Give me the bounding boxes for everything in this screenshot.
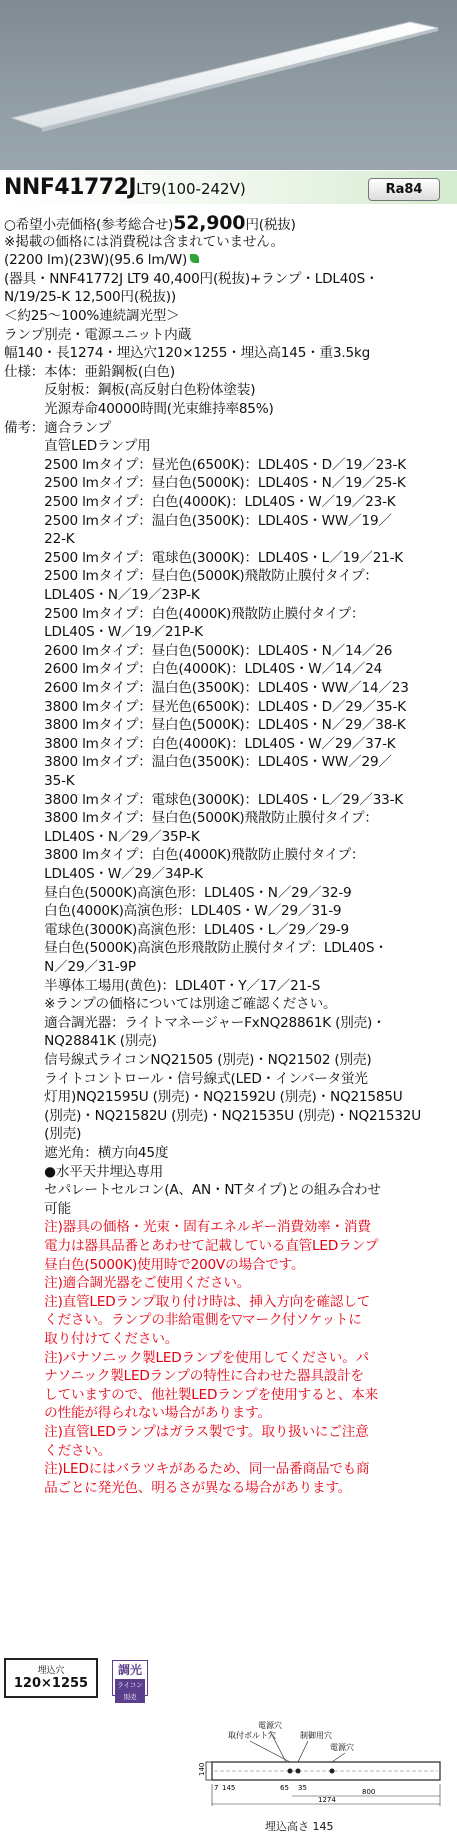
spec-line-text: 可能 (4, 1200, 71, 1217)
spec-line-text: 反射板：鋼板(高反射白色粉体塗装) (4, 382, 256, 399)
spec-line (4, 623, 203, 641)
note-line (4, 1218, 371, 1236)
spec-line-text: LDL40S・W／19／21P-K (4, 624, 203, 641)
spec-line-text: ライトコントロール・信号線式(LED・インバータ蛍光 (4, 1070, 368, 1087)
spec-line-text: 取り付けてください。 (4, 1331, 179, 1347)
spec-line (4, 233, 284, 251)
spec-line-text: 品ごとに発光色、明るさが異なる場合があります。 (4, 1479, 352, 1496)
dim-7: 7 (214, 1784, 219, 1792)
spec-line-text: 昼白色(5000K)高演色形飛散防止膜付タイプ：LDL40S・ (4, 940, 388, 957)
spec-line (4, 288, 176, 306)
model-code: NNF41772J (4, 175, 137, 200)
spec-line-text: 注)パナソニック製LEDランプを使用してください。パ (4, 1349, 370, 1366)
note-line (4, 1367, 364, 1385)
dim-800: 800 (362, 1788, 376, 1796)
spec-line (4, 1032, 157, 1050)
spec-line (4, 977, 320, 995)
power-hole2-label: 電源穴 (330, 1743, 354, 1752)
spec-line (4, 772, 75, 790)
spec-line-text: (2200 lm)(23W)(95.6 lm/W) (4, 252, 188, 269)
spec-line (4, 307, 180, 325)
dimming-badge (112, 1660, 148, 1701)
spec-line-text: LDL40S・N／29／35P-K (4, 828, 200, 845)
spec-line (4, 958, 136, 976)
spec-line (4, 1070, 368, 1088)
spec-line (4, 567, 378, 585)
spec-line-text: 2500 lmタイプ：白色(4000K)：LDL40S・W／19／23-K (4, 494, 396, 510)
spec-line-text: NQ28841K (別売) (4, 1033, 157, 1050)
note-line (4, 1256, 304, 1274)
note-line (4, 1330, 178, 1348)
spec-line (4, 1163, 163, 1181)
spec-line-text: 信号線式ライコンNQ21505 (別売)・NQ21502 (別売) (4, 1052, 372, 1068)
control-hole-label: 制御用穴 (300, 1731, 332, 1740)
spec-line-text: 注)LEDにはバラツキがあるため、同一品番商品でも商 (4, 1461, 370, 1478)
spec-line-text: 遮光角：横方向45度 (4, 1145, 169, 1161)
dim-145: 145 (222, 1784, 236, 1792)
spec-line (4, 995, 336, 1013)
spec-line (4, 809, 378, 827)
embed-hole-value: 120×1255 (13, 1676, 89, 1691)
spec-line (4, 698, 406, 716)
spec-line-text: 2500 lmタイプ：白色(4000K)飛散防止膜付タイプ： (4, 605, 365, 622)
product-photo (0, 0, 457, 170)
spec-line-text: 3800 lmタイプ：昼白色(5000K)：LDL40S・N／29／38-K (4, 717, 406, 734)
spec-line-text: 2600 lmタイプ：温白色(3500K)：LDL40S・WW／14／23 (4, 680, 409, 696)
spec-line-text: 直管LEDランプ用 (4, 438, 151, 455)
spec-line (4, 381, 255, 399)
spec-line-text: 注)器具の価格・光束・固有エネルギー消費効率・消費 (4, 1219, 371, 1236)
spec-line-text: 3800 lmタイプ：白色(4000K)飛散防止膜付タイプ： (4, 847, 365, 864)
model-suffix: LT9(100-242V) (136, 180, 246, 198)
spec-line (4, 270, 378, 288)
note-line (4, 1349, 369, 1367)
spec-line (4, 828, 200, 846)
spec-line (4, 326, 191, 344)
spec-line-text: LDL40S・N／19／23P-K (4, 587, 200, 603)
spec-line-text: LDL40S・W／29／34P-K (4, 866, 203, 882)
spec-line-text: の性能が得られない場合があります。 (4, 1405, 271, 1422)
spec-line-text: 光源寿命40000時間(光束維持率85%) (4, 401, 274, 417)
spec-line (4, 846, 364, 864)
spec-line (4, 865, 203, 883)
spec-line-text: 半導体工場用(黄色)：LDL40T・Y／17／21-S (4, 977, 321, 994)
spec-line (4, 456, 406, 474)
eco-leaf-icon (190, 254, 199, 263)
note-line (4, 1237, 378, 1255)
spec-line-text: 3800 lmタイプ：温白色(3500K)：LDL40S・WW／29／ (4, 754, 392, 771)
spec-line-text: 適合調光器：ライトマネージャーFxNQ28861K (別売)・ (4, 1014, 386, 1031)
spec-line (4, 605, 364, 623)
embed-height-label: 埋込高さ 145 (265, 1820, 334, 1833)
spec-line (4, 512, 392, 530)
spec-line-text: 仕様：本体：亜鉛鋼板(白色) (4, 363, 175, 380)
spec-line (4, 549, 403, 567)
spec-line-text: 2500 lmタイプ：電球色(3000K)：LDL40S・L／19／21-K (4, 549, 404, 566)
spec-line-text: N／29／31-9P (4, 959, 136, 975)
spec-line-text: (別売)・NQ21582U (別売)・NQ21535U (別売)・NQ21532U (4, 1107, 421, 1124)
spec-line (4, 214, 296, 234)
spec-line-text: ＜約25～100%連続調光型＞ (4, 308, 180, 324)
spec-line-text: 35-K (4, 773, 75, 789)
spec-line-text: 2500 lmタイプ：昼光色(6500K)：LDL40S・D／19／23-K (4, 456, 406, 473)
spec-line (4, 902, 341, 920)
note-line (4, 1293, 370, 1311)
spec-line (4, 753, 392, 771)
note-line (4, 1423, 368, 1441)
spec-line (4, 1107, 421, 1125)
power-hole-label: 電源穴 (258, 1721, 282, 1730)
spec-line-text: 22-K (4, 531, 75, 548)
model-number (4, 175, 246, 200)
price-value: 52,900 (173, 212, 246, 234)
spec-line (4, 716, 406, 734)
spec-line-text: していますので、他社製LEDランプを使用すると、本来 (4, 1386, 378, 1403)
dim-35: 35 (298, 1784, 307, 1792)
embed-hole-label: 埋込穴 (37, 1666, 65, 1676)
dim-1274: 1274 (318, 1796, 336, 1804)
dim-65: 65 (280, 1784, 289, 1792)
spec-line (4, 1014, 386, 1032)
spec-line-text: 電球色(3000K)高演色形：LDL40S・L／29／29-9 (4, 921, 349, 938)
spec-line-text: 2500 lmタイプ：昼白色(5000K)：LDL40S・N／19／25-K (4, 475, 406, 492)
spec-line (4, 1181, 381, 1199)
dimension-drawing (200, 1700, 455, 1812)
spec-line (4, 344, 370, 362)
spec-line-text: 電力は器具品番とあわせて記載している直管LEDランプ (4, 1238, 379, 1254)
spec-line-text: (別売) (4, 1126, 82, 1143)
spec-line (4, 1125, 81, 1143)
spec-line-text: ※ランプの価格については別途ご確認ください。 (4, 996, 337, 1013)
note-line (4, 1404, 271, 1422)
spec-line-text: 2500 lmタイプ：昼白色(5000K)飛散防止膜付タイプ： (4, 568, 378, 585)
spec-line-text: 3800 lmタイプ：白色(4000K)：LDL40S・W／29／37-K (4, 735, 396, 752)
spec-line (4, 419, 111, 437)
spec-line-text: ランプ別売・電源ユニット内蔵 (4, 326, 191, 343)
spec-line-text: 2600 lmタイプ：昼白色(5000K)：LDL40S・N／14／26 (4, 642, 393, 659)
spec-line-text: 注)適合調光器をご使用ください。 (4, 1275, 251, 1292)
spec-line-text: 2600 lmタイプ：白色(4000K)：LDL40S・W／14／24 (4, 661, 383, 678)
bolt-hole-label: 取付ボルト穴 (228, 1731, 276, 1740)
spec-line (4, 530, 75, 548)
spec-line-text: 幅140・長1274・埋込穴120×1255・埋込高145・重3.5kg (4, 345, 371, 362)
spec-line-text: ナソニック製LEDランプの特性に合わせた器具設計を (4, 1368, 364, 1385)
spec-line-text: 灯用)NQ21595U (別売)・NQ21592U (別売)・NQ21585U (4, 1089, 403, 1106)
dimming-sub: ライコン別売 (115, 1679, 145, 1703)
note-line (4, 1386, 378, 1404)
spec-line-text: 3800 lmタイプ：昼白色(5000K)飛散防止膜付タイプ： (4, 810, 378, 827)
spec-line (4, 493, 396, 511)
note-line (4, 1479, 351, 1497)
note-line (4, 1442, 111, 1460)
price-unit: 円(税抜) (245, 217, 296, 233)
spec-line (4, 363, 175, 381)
spec-line-text: 白色(4000K)高演色形：LDL40S・W／29／31-9 (4, 903, 342, 920)
spec-line-text: 注)直管LEDランプはガラス製です。取り扱いにご注意 (4, 1424, 369, 1440)
spec-line-text: 注)直管LEDランプ取り付け時は、挿入方向を確認して (4, 1293, 370, 1310)
note-line (4, 1274, 250, 1292)
spec-line (4, 1200, 71, 1218)
spec-line-text: ●水平天井埋込専用 (4, 1163, 163, 1180)
ra-badge: Ra84 (368, 178, 440, 201)
spec-line (4, 1088, 402, 1106)
spec-line (4, 679, 409, 697)
spec-line-text: 2500 lmタイプ：温白色(3500K)：LDL40S・WW／19／ (4, 512, 392, 529)
spec-line-text: ください。 (4, 1442, 112, 1459)
spec-line (4, 586, 200, 604)
note-line (4, 1460, 369, 1478)
spec-line (4, 791, 403, 809)
spec-line (4, 642, 392, 660)
spec-line-text: 昼白色(5000K)高演色形：LDL40S・N／29／32-9 (4, 884, 352, 901)
dimming-label: 調光 (117, 1663, 142, 1677)
spec-line (4, 251, 199, 269)
spec-line-text: 3800 lmタイプ：昼光色(6500K)：LDL40S・D／29／35-K (4, 698, 406, 715)
spec-line (4, 400, 274, 418)
spec-line (4, 884, 352, 902)
spec-line-text: N/19/25-K 12,500円(税抜)) (4, 289, 176, 306)
embed-hole-box (4, 1658, 98, 1698)
spec-line (4, 735, 396, 753)
spec-line (4, 1144, 168, 1162)
spec-line-text: ※掲載の価格には消費税は含まれていません。 (4, 233, 284, 250)
spec-line-text: セパレートセルコン(A、AN・NTタイプ)との組み合わせ (4, 1182, 381, 1199)
spec-line-text: (器具・NNF41772J LT9 40,400円(税抜)+ランプ・LDL40S・ (4, 270, 379, 287)
spec-line-text: 3800 lmタイプ：電球色(3000K)：LDL40S・L／29／33-K (4, 791, 404, 808)
spec-line (4, 437, 151, 455)
dim-140: 140 (198, 1762, 206, 1776)
spec-line (4, 921, 349, 939)
spec-line-text: ○希望小売価格(参考総合せ) (4, 217, 174, 233)
spec-line-text: ください。ランプの非給電側を▽マーク付ソケットに (4, 1312, 362, 1329)
spec-line (4, 660, 382, 678)
spec-line (4, 939, 388, 957)
spec-line (4, 474, 406, 492)
spec-line (4, 1051, 371, 1069)
spec-line-text: 備考：適合ランプ (4, 419, 112, 436)
spec-line-text: 昼白色(5000K)使用時で200Vの場合です。 (4, 1256, 305, 1273)
note-line (4, 1311, 362, 1329)
